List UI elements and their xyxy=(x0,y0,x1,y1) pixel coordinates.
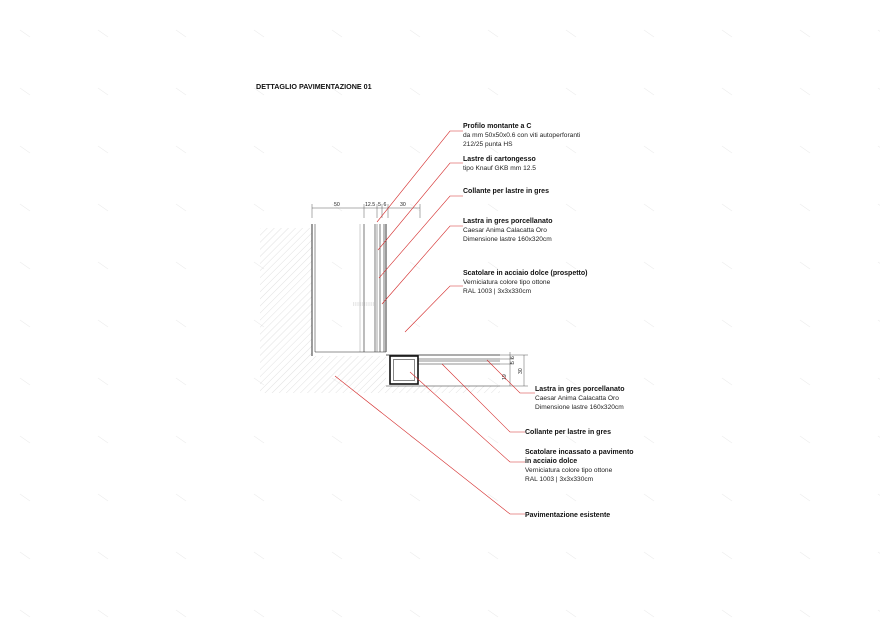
watermark-mark xyxy=(20,146,30,153)
watermark-mark xyxy=(98,552,108,559)
watermark-mark xyxy=(488,262,498,269)
svg-text:Collante per lastre in gres: Collante per lastre in gres xyxy=(463,188,549,195)
svg-text:Dimensione lastre 160x320cm: Dimensione lastre 160x320cm xyxy=(535,404,624,411)
watermark-mark xyxy=(410,262,420,269)
watermark-mark xyxy=(566,610,576,617)
watermark-mark xyxy=(566,262,576,269)
watermark-mark xyxy=(722,610,732,617)
drawing-title: DETTAGLIO PAVIMENTAZIONE 01 xyxy=(256,82,372,91)
annotation-collante-wall xyxy=(463,188,549,195)
watermark-mark xyxy=(254,204,264,211)
watermark-mark xyxy=(566,204,576,211)
watermark-mark xyxy=(410,494,420,501)
watermark-mark xyxy=(800,494,810,501)
watermark-mark xyxy=(488,610,498,617)
watermark-mark xyxy=(566,378,576,385)
dim-30: 30 xyxy=(400,202,406,208)
watermark-mark xyxy=(20,30,30,37)
watermark-mark xyxy=(20,610,30,617)
watermark-mark xyxy=(722,378,732,385)
watermark-mark xyxy=(98,436,108,443)
dim-50: 50 xyxy=(334,202,340,208)
svg-text:Collante per lastre in gres: Collante per lastre in gres xyxy=(525,429,611,436)
watermark-mark xyxy=(800,320,810,327)
watermark-mark xyxy=(254,146,264,153)
watermark-mark xyxy=(254,30,264,37)
watermark-mark xyxy=(800,204,810,211)
watermark-mark xyxy=(800,378,810,385)
watermark-mark xyxy=(566,320,576,327)
watermark-mark xyxy=(722,262,732,269)
watermark-mark xyxy=(410,30,420,37)
recessed-steel-tube xyxy=(390,356,418,384)
watermark-mark xyxy=(644,146,654,153)
svg-text:212/25 punta HS: 212/25 punta HS xyxy=(463,141,513,148)
svg-text:Verniciatura colore tipo otton: Verniciatura colore tipo ottone xyxy=(463,279,551,286)
watermark-mark xyxy=(98,30,108,37)
watermark-mark xyxy=(20,204,30,211)
watermark-mark xyxy=(176,30,186,37)
annotation-scatolare-floor xyxy=(525,449,634,483)
watermark-mark xyxy=(722,146,732,153)
watermark-mark xyxy=(332,146,342,153)
svg-text:Lastra in gres porcellanato: Lastra in gres porcellanato xyxy=(463,218,553,225)
watermark-mark xyxy=(176,378,186,385)
dim-6: 6 xyxy=(383,202,387,208)
watermark-mark xyxy=(722,436,732,443)
watermark-mark xyxy=(20,88,30,95)
watermark-mark xyxy=(20,494,30,501)
watermark-mark xyxy=(644,320,654,327)
annotation-cartongesso xyxy=(463,156,536,172)
wall-layers xyxy=(312,224,386,356)
watermark-mark xyxy=(20,320,30,327)
dim-5-side: 5 xyxy=(510,361,516,364)
watermark-mark xyxy=(176,436,186,443)
watermark-mark xyxy=(410,610,420,617)
watermark-mark xyxy=(98,88,108,95)
svg-text:Profilo montante a C: Profilo montante a C xyxy=(463,123,532,130)
watermark-mark xyxy=(20,378,30,385)
svg-text:Verniciatura colore tipo otton: Verniciatura colore tipo ottone xyxy=(525,467,613,474)
watermark-mark xyxy=(488,552,498,559)
watermark-mark xyxy=(644,204,654,211)
annotation-gres-floor xyxy=(535,386,624,411)
watermark-mark xyxy=(98,378,108,385)
watermark-mark xyxy=(722,552,732,559)
svg-text:Scatolare incassato a paviment: Scatolare incassato a pavimento xyxy=(525,449,634,456)
watermark-mark xyxy=(722,204,732,211)
watermark-mark xyxy=(176,552,186,559)
annotation-pavimentazione xyxy=(525,512,610,519)
annotation-profilo xyxy=(463,123,581,148)
watermark-mark xyxy=(254,552,264,559)
watermark-mark xyxy=(800,146,810,153)
watermark-mark xyxy=(176,320,186,327)
watermark-mark xyxy=(800,610,810,617)
watermark-mark xyxy=(566,146,576,153)
svg-text:Scatolare in acciaio dolce (pr: Scatolare in acciaio dolce (prospetto) xyxy=(463,270,588,277)
annotation-scatolare-prospetto xyxy=(463,270,587,295)
watermark-mark xyxy=(566,436,576,443)
dim-6-side: 6 xyxy=(510,356,516,359)
leader-cartongesso xyxy=(378,163,463,250)
watermark-mark xyxy=(800,30,810,37)
svg-text:Pavimentazione esistente: Pavimentazione esistente xyxy=(525,512,611,519)
watermark-mark xyxy=(176,88,186,95)
watermark-mark xyxy=(98,146,108,153)
annotation-collante-floor xyxy=(525,429,611,436)
annotation-gres-wall xyxy=(463,218,552,243)
watermark-mark xyxy=(722,320,732,327)
watermark-mark xyxy=(566,30,576,37)
watermark-mark xyxy=(410,88,420,95)
watermark-mark xyxy=(176,262,186,269)
watermark-mark xyxy=(98,204,108,211)
watermark-mark xyxy=(98,610,108,617)
watermark-mark xyxy=(644,30,654,37)
svg-text:RAL 1003 | 3x3x330cm: RAL 1003 | 3x3x330cm xyxy=(463,288,532,295)
watermark-mark xyxy=(176,204,186,211)
svg-text:Caesar Anima Calacatta Oro: Caesar Anima Calacatta Oro xyxy=(535,395,619,402)
dim-19: 19 xyxy=(502,374,508,380)
watermark-mark xyxy=(644,610,654,617)
watermark-mark xyxy=(644,378,654,385)
watermark-mark xyxy=(800,88,810,95)
svg-text:in acciaio dolce: in acciaio dolce xyxy=(525,458,578,465)
watermark-mark xyxy=(644,552,654,559)
watermark-mark xyxy=(488,30,498,37)
svg-text:RAL 1003 | 3x3x330cm: RAL 1003 | 3x3x330cm xyxy=(525,476,594,483)
watermark-mark xyxy=(332,610,342,617)
watermark-mark xyxy=(488,204,498,211)
watermark-mark xyxy=(98,262,108,269)
dim-12-5: 12.5 xyxy=(365,202,376,208)
watermark-mark xyxy=(488,320,498,327)
watermark-mark xyxy=(20,552,30,559)
watermark-mark xyxy=(332,494,342,501)
watermark-mark xyxy=(176,494,186,501)
watermark-mark xyxy=(410,146,420,153)
svg-text:tipo Knauf GKB mm 12.5: tipo Knauf GKB mm 12.5 xyxy=(463,165,536,172)
svg-text:da mm 50x50x0.6 con viti autop: da mm 50x50x0.6 con viti autoperforanti xyxy=(463,132,581,139)
dim-30-side: 30 xyxy=(518,368,524,374)
watermark-mark xyxy=(800,436,810,443)
watermark-mark xyxy=(332,262,342,269)
watermark-mark xyxy=(410,320,420,327)
background-watermark-pattern xyxy=(20,30,880,617)
watermark-mark xyxy=(98,320,108,327)
watermark-mark xyxy=(644,262,654,269)
watermark-mark xyxy=(98,494,108,501)
leader-gres-wall xyxy=(382,226,463,304)
watermark-mark xyxy=(800,552,810,559)
watermark-mark xyxy=(800,262,810,269)
watermark-mark xyxy=(20,436,30,443)
watermark-mark xyxy=(488,436,498,443)
watermark-mark xyxy=(644,436,654,443)
watermark-mark xyxy=(254,494,264,501)
watermark-mark xyxy=(566,494,576,501)
dim-5: 5 xyxy=(378,202,381,208)
watermark-mark xyxy=(566,552,576,559)
leader-collante-floor xyxy=(442,364,525,432)
watermark-mark xyxy=(410,552,420,559)
watermark-mark xyxy=(176,146,186,153)
watermark-mark xyxy=(488,378,498,385)
watermark-mark xyxy=(332,320,342,327)
watermark-mark xyxy=(566,88,576,95)
watermark-mark xyxy=(644,88,654,95)
watermark-mark xyxy=(722,494,732,501)
watermark-mark xyxy=(20,262,30,269)
watermark-mark xyxy=(332,30,342,37)
watermark-mark xyxy=(176,610,186,617)
watermark-mark xyxy=(488,88,498,95)
watermark-mark xyxy=(332,552,342,559)
svg-text:Caesar Anima Calacatta Oro: Caesar Anima Calacatta Oro xyxy=(463,227,547,234)
svg-text:Lastre di cartongesso: Lastre di cartongesso xyxy=(463,156,536,163)
watermark-mark xyxy=(254,436,264,443)
leader-scatolare-prospetto xyxy=(405,286,463,332)
watermark-mark xyxy=(332,436,342,443)
watermark-mark xyxy=(254,610,264,617)
watermark-mark xyxy=(644,494,654,501)
svg-text:Lastra in gres porcellanato: Lastra in gres porcellanato xyxy=(535,386,625,393)
svg-text:Dimensione lastre 160x320cm: Dimensione lastre 160x320cm xyxy=(463,236,552,243)
leader-collante-wall xyxy=(379,196,463,278)
leader-pavimentazione xyxy=(335,376,525,514)
watermark-mark xyxy=(722,30,732,37)
watermark-mark xyxy=(722,88,732,95)
